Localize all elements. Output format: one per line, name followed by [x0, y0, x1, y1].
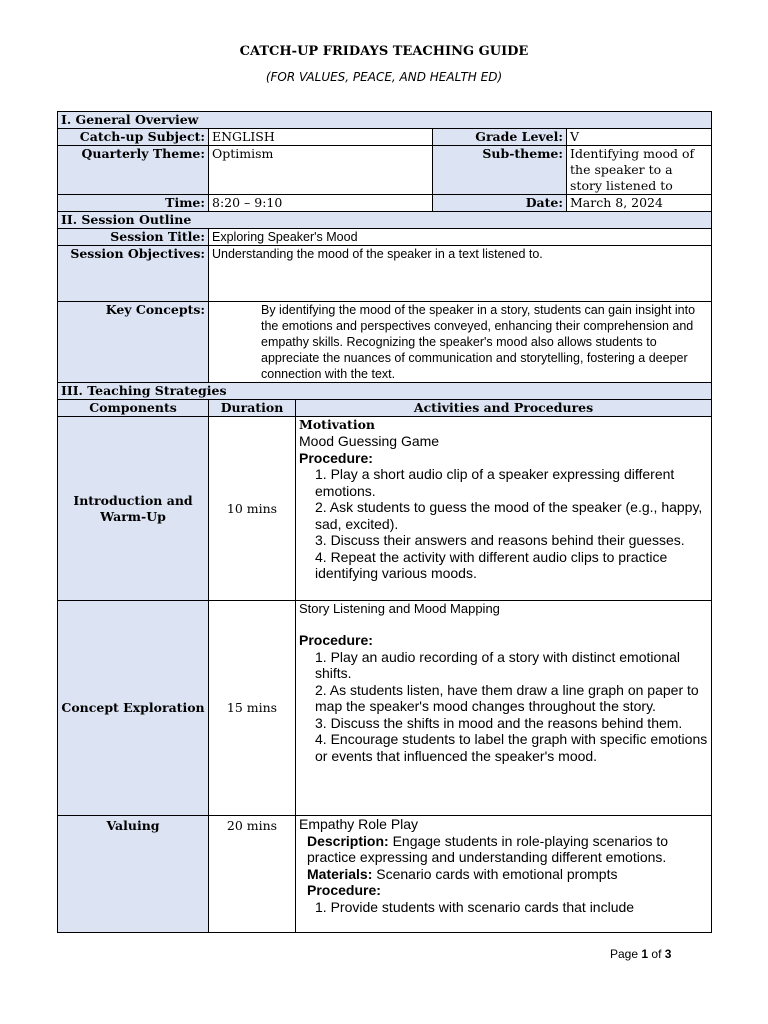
theme-label: Quarterly Theme:: [58, 146, 209, 195]
section-general-overview: I. General Overview: [58, 112, 712, 129]
valuing-component: Valuing: [58, 816, 209, 933]
valuing-description: Description: Engage students in role-playing scenarios to practice expressing and understanding different emotions.: [307, 832, 669, 865]
grade-value: V: [567, 129, 712, 146]
intro-step-4: 4. Repeat the activity with different audio clips to practice identifying various moods.: [315, 548, 668, 581]
concept-activities: [296, 601, 712, 816]
time-value: 8:20 – 9:10: [209, 195, 433, 212]
date-label: Date:: [433, 195, 567, 212]
time-label: Time:: [58, 195, 209, 212]
page-number: Page 1 of 3: [610, 947, 672, 961]
intro-step-1: 1. Play a short audio clip of a speaker expressing different emotions.: [315, 466, 675, 499]
page-subtitle: (FOR VALUES, PEACE, AND HEALTH ED): [265, 70, 503, 84]
valuing-activity: Empathy Role Play: [299, 816, 419, 832]
table-row: [58, 417, 712, 601]
valuing-duration: 20 mins: [209, 816, 296, 933]
date-value: March 8, 2024: [567, 195, 712, 212]
intro-procedure-label: Procedure:: [299, 449, 373, 466]
valuing-materials: Materials: Scenario cards with emotional prompts: [307, 865, 618, 882]
intro-step-3: 3. Discuss their answers and reasons behind their guesses.: [315, 532, 685, 548]
session-title-label: Session Title:: [58, 229, 209, 246]
intro-component: Introduction and Warm-Up: [58, 417, 209, 601]
concept-step-3: 3. Discuss the shifts in mood and the reasons behind them.: [315, 714, 683, 731]
key-concepts-label: Key Concepts:: [58, 302, 209, 383]
valuing-activities: [296, 816, 712, 933]
concept-duration: 15 mins: [209, 601, 296, 816]
intro-heading: Motivation: [299, 417, 376, 432]
col-components: Components: [58, 400, 209, 417]
col-duration: Duration: [209, 400, 296, 417]
subtheme-label: Sub-theme:: [433, 146, 567, 195]
teaching-guide-table: [57, 111, 712, 933]
section-session-outline: II. Session Outline: [58, 212, 712, 229]
concept-step-2: 2. As students listen, have them draw a line graph on paper to map the speaker's mood changes throughout the story.: [315, 681, 699, 714]
concept-step-1: 1. Play an audio recording of a story with distinct emotional shifts.: [315, 648, 680, 681]
intro-activities: [296, 417, 712, 601]
table-row: [58, 601, 712, 816]
session-objectives-label: Session Objectives:: [58, 246, 209, 302]
table-row: [58, 816, 712, 933]
subject-label: Catch-up Subject:: [58, 129, 209, 146]
intro-activity: Mood Guessing Game: [299, 433, 440, 449]
valuing-procedure-label: Procedure:: [307, 882, 381, 898]
key-concepts-value: By identifying the mood of the speaker in a story, students can gain insight into the emotions and perspectives conveyed, enhancing their comprehension and empathy skills. Recognizing the speaker's mood also allows students to appreciate the nuances of communication and storytelling, fostering a deeper connection with the text.: [209, 302, 712, 383]
concept-activity: Story Listening and Mood Mapping: [299, 601, 500, 616]
intro-step-2: 2. Ask students to guess the mood of the speaker (e.g., happy, sad, excited).: [315, 499, 703, 532]
concept-procedure-label: Procedure:: [299, 632, 373, 648]
grade-label: Grade Level:: [433, 129, 567, 146]
intro-duration: 10 mins: [209, 417, 296, 601]
subtheme-value: Identifying mood of the speaker to a story listened to: [567, 146, 712, 195]
theme-value: Optimism: [209, 146, 433, 195]
section-teaching-strategies: III. Teaching Strategies: [58, 383, 712, 400]
col-activities: Activities and Procedures: [296, 400, 712, 417]
concept-step-4: 4. Encourage students to label the graph with specific emotions or events that influenced the speaker's mood.: [315, 731, 708, 764]
page-title: CATCH-UP FRIDAYS TEACHING GUIDE: [239, 44, 529, 59]
session-objectives-value: Understanding the mood of the speaker in a text listened to.: [209, 246, 712, 302]
valuing-step-1: 1. Provide students with scenario cards that include: [315, 898, 635, 915]
concept-component: Concept Exploration: [58, 601, 209, 816]
session-title-value: Exploring Speaker's Mood: [209, 229, 712, 246]
subject-value: ENGLISH: [209, 129, 433, 146]
